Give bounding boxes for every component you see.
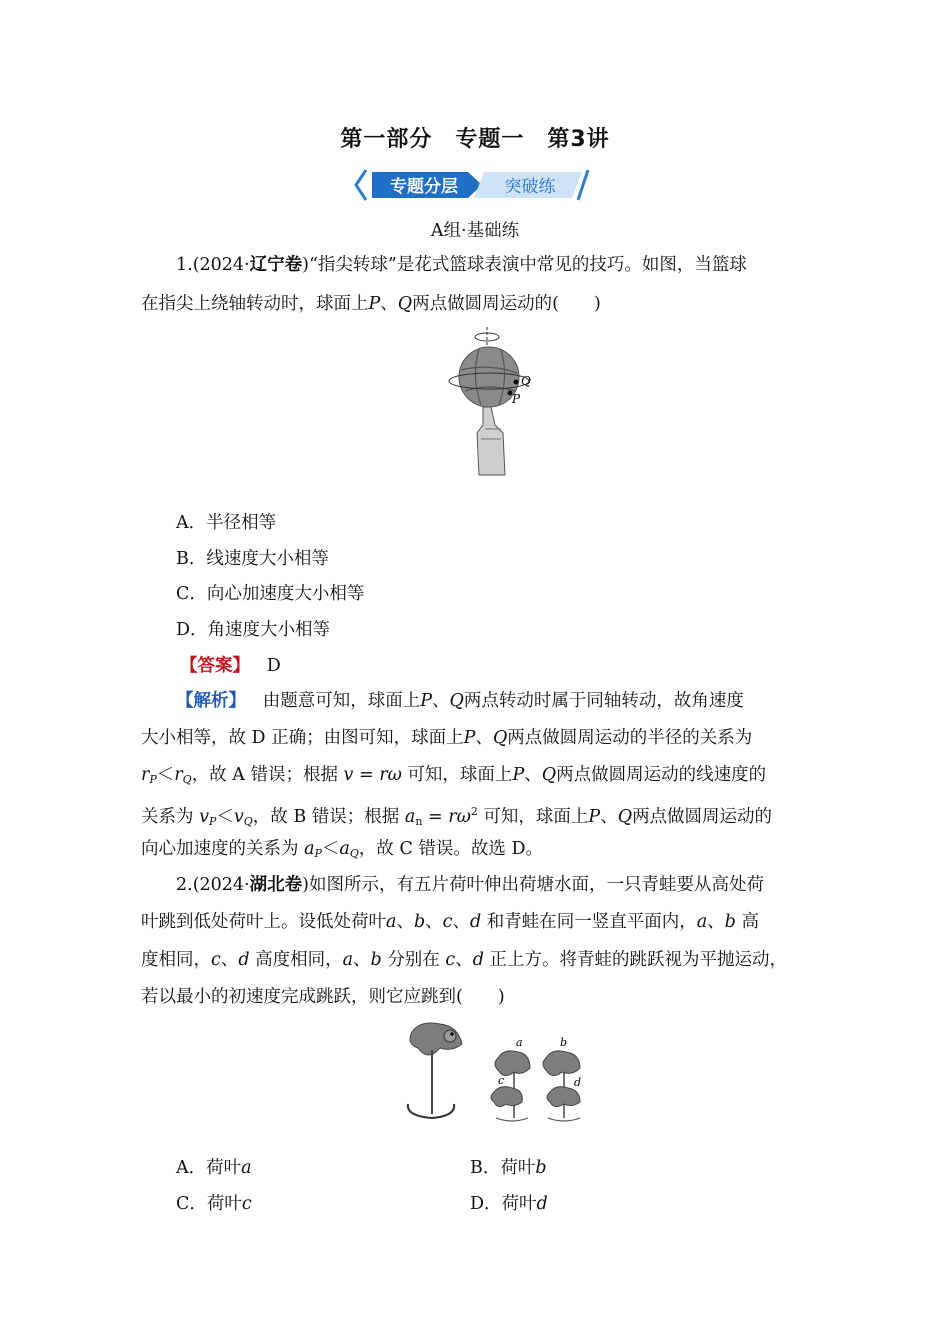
basketball-figure [445,325,545,480]
q1-stem-line2: 在指尖上绕轴转动时，球面上P、Q两点做圆周运动的( ) [141,294,601,314]
q2-option-c: C．荷叶c [176,1194,252,1214]
q1-analysis-line4: 关系为 $v_P<v_Q$，故 B 错误；根据 $a_n = r\omega^2$ 可知，球面上P、Q两点做圆周运动的 [141,805,773,828]
group-heading: A组·基础练 [430,221,520,241]
lotus-frog-figure [400,1018,590,1130]
q2-stem-line3: 度相同，c、d 高度相同，a、b 分别在 c、d 正上方。将青蛙的跳跃视为平抛运动， [141,950,787,970]
q1-answer: 【答案】 D [180,656,281,676]
q1-option-b: B．线速度大小相等 [176,549,329,569]
banner-right-text: 突破练 [504,177,556,197]
svg-text:d: d [574,1076,582,1089]
q1-option-a: A．半径相等 [176,513,277,533]
q1-analysis-line1: 【解析】 由题意可知，球面上P、Q两点转动时属于同轴转动，故角速度 [176,691,744,711]
q2-stem-line2: 叶跳到低处荷叶上。设低处荷叶a、b、c、d 和青蛙在同一竖直平面内，a、b 高 [141,912,759,932]
leaf-c [491,1074,522,1107]
q1-option-d: D．角速度大小相等 [176,620,331,640]
svg-text:a: a [516,1036,523,1049]
page-title: 第一部分 专题一 第3讲 [340,127,610,152]
svg-text:b: b [560,1036,568,1049]
q1-analysis-line2: 大小相等，故 D 正确；由图可知，球面上P、Q两点做圆周运动的半径的关系为 [141,728,753,748]
q2-option-d: D．荷叶d [470,1194,548,1214]
q2-stem-line1: 2.(2024·湖北卷)如图所示，有五片荷叶伸出荷塘水面，一只青蛙要从高处荷 [176,875,764,895]
svg-text:P: P [512,392,521,406]
q1-stem-line1: 1.(2024·辽宁卷)“指尖转球”是花式篮球表演中常见的技巧。如图，当篮球 [176,255,747,275]
chevron-left-icon [356,170,366,200]
svg-text:Q: Q [521,374,531,388]
q1-analysis-line5: 向心加速度的关系为 $a_P<a_Q$，故 C 错误。故选 D。 [141,839,543,860]
q1-analysis-line3: $r_P<r_Q$，故 A 错误；根据 v = rω 可知，球面上P、Q两点做圆周运动的线速度的 [141,765,767,786]
section-banner [350,166,600,204]
q2-stem-line4: 若以最小的初速度完成跳跃，则它应跳到( ) [141,987,505,1007]
banner-left-text: 专题分层 [390,177,458,197]
svg-text:c: c [498,1074,505,1087]
q1-option-c: C．向心加速度大小相等 [176,584,365,604]
q2-option-b: B．荷叶b [470,1158,547,1178]
q2-option-a: A．荷叶a [176,1158,252,1178]
